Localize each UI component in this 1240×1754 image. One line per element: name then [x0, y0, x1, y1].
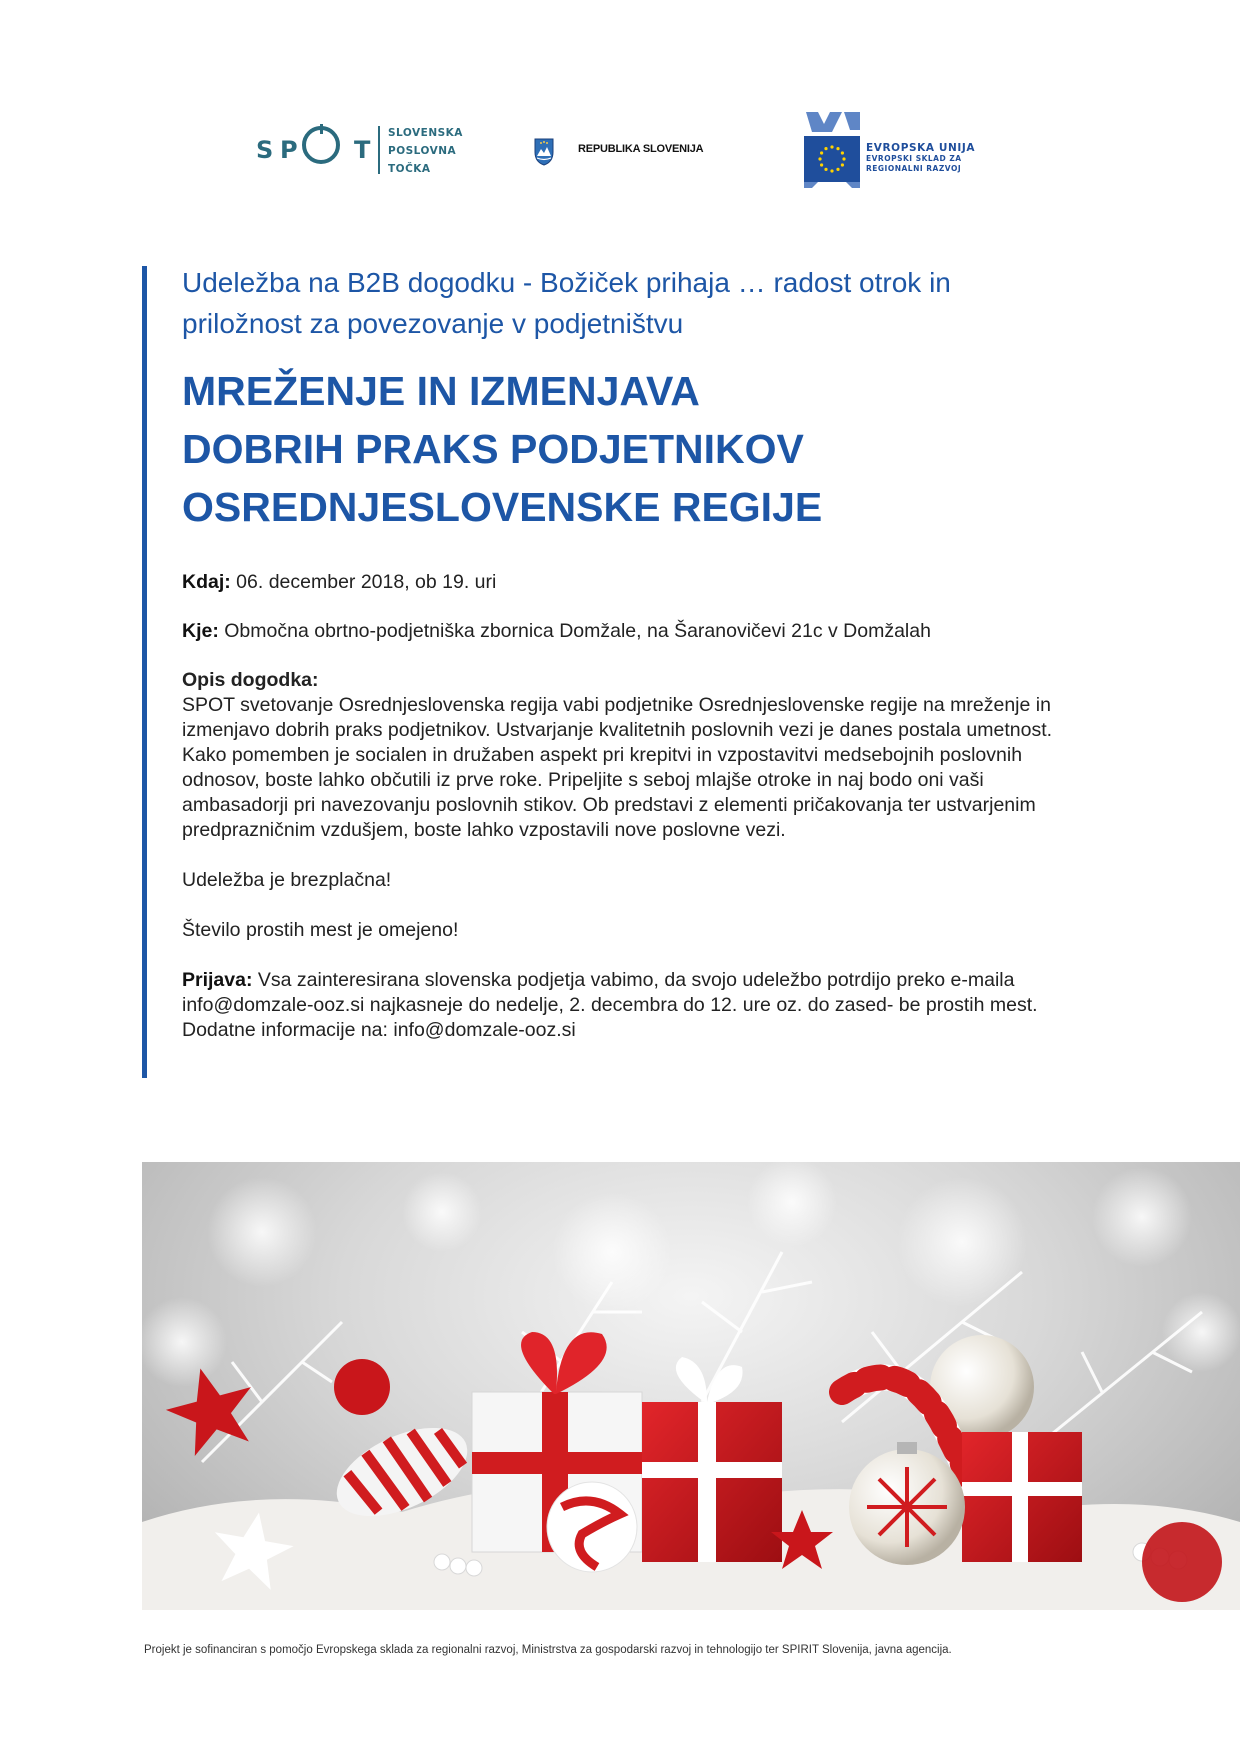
red-glitter-ornament: [1142, 1522, 1222, 1602]
invitation-body: [182, 262, 1072, 1043]
where-value: Območna obrtno-podjetniška zbornica Domžale, na Šaranovičevi 21c v Domžalah: [218, 620, 931, 642]
limited-seats-note: Število prostih mest je omejeno!: [182, 919, 459, 941]
event-when: [182, 570, 1072, 595]
accent-bar: [142, 266, 147, 1078]
christmas-gifts-illustration: [142, 1162, 1240, 1610]
more-info: Dodatne informacije na: info@domzale-ooz.si: [182, 1019, 576, 1041]
eu-fund-graphic-icon: [804, 112, 860, 188]
spot-name-line: POSLOVNA: [388, 145, 457, 157]
when-value: 06. december 2018, ob 19. uri: [230, 571, 497, 593]
spot-letter-p: P: [280, 136, 298, 164]
spot-letter-t: T: [354, 136, 371, 164]
headline-line: OSREDNJESLOVENSKE REGIJE: [182, 484, 823, 530]
headline-line: MREŽENJE IN IZMENJAVA: [182, 368, 700, 414]
funding-footer: Projekt je sofinanciran s pomočjo Evropskega sklada za regionalni razvoj, Ministrstva za gospodarski razvoj in tehnologijo ter SPIRIT Slovenija, javna agencija.: [144, 1644, 952, 1656]
registration-label: Prijava:: [182, 969, 253, 991]
spot-divider: [378, 126, 380, 174]
spot-ring-icon: [302, 126, 340, 164]
registration-text: Vsa zainteresirana slovenska podjetja vabimo, da svojo udeležbo potrdijo preko e-maila info@domzale-ooz.si najkasneje do nedelje, 2. decembra do 12. ure oz. do zased- be prostih mest.: [182, 969, 1038, 1016]
spot-letter-s: S: [256, 136, 274, 164]
swirl-ornament: [547, 1482, 637, 1572]
when-label: Kdaj:: [182, 571, 231, 593]
eu-title: EVROPSKA UNIJA: [866, 142, 976, 154]
eu-subtitle-line: EVROPSKI SKLAD ZA: [866, 154, 962, 163]
gift-box-red-right: [962, 1432, 1082, 1562]
spot-name-line: TOČKA: [388, 163, 431, 175]
eu-text: [866, 142, 975, 174]
spot-name-line: SLOVENSKA: [388, 127, 463, 139]
eu-subtitle-line: REGIONALNI RAZVOJ: [866, 164, 962, 173]
where-label: Kje:: [182, 620, 219, 642]
christmas-gifts-photo: [142, 1162, 1240, 1610]
event-subtitle: Udeležba na B2B dogodku - Božiček prihaja … radost otrok in priložnost za povezovanje v podjetništvu: [182, 267, 951, 339]
event-description: SPOT svetovanje Osrednjeslovenska regija vabi podjetnike Osrednjeslovenske regije na mreženje in izmenjavo dobrih praks podjetnikov. Ustvarjanje kvalitetnih poslovnih vezi je danes postala umetnost. Kako pomemben je socialen in družaben aspekt pri krepitvi in vzpostavitvi medsebojnih poslovnih odnosov, boste lahko občutili iz prve roke. Pripeljite s seboj mlajše otroke in naj bodo oni vaši ambasadorji pri navezovanju poslovnih stikov. Ob predstavi z elementi pričakovanja ter ustvarjenim predprazničnim vzdušjem, boste lahko vzpostavili nove poslovne vezi.: [182, 694, 1053, 841]
spot-logo: [256, 120, 466, 180]
republic-slovenia-text: REPUBLIKA SLOVENIJA: [578, 143, 704, 155]
eu-logo: [804, 112, 1004, 188]
bokeh-background: [142, 1162, 1240, 1387]
description-label: Opis dogodka:: [182, 669, 319, 691]
registration-info: [182, 968, 1072, 1018]
event-headline: [182, 362, 1072, 536]
event-where: [182, 619, 1072, 644]
headline-line: DOBRIH PRAKS PODJETNIKOV: [182, 426, 804, 472]
red-ornament: [334, 1359, 390, 1415]
gift-box-red: [642, 1357, 782, 1562]
slovenia-coat-of-arms-icon: [534, 138, 554, 166]
spot-name: [388, 124, 463, 178]
free-participation-note: Udeležba je brezplačna!: [182, 869, 392, 891]
